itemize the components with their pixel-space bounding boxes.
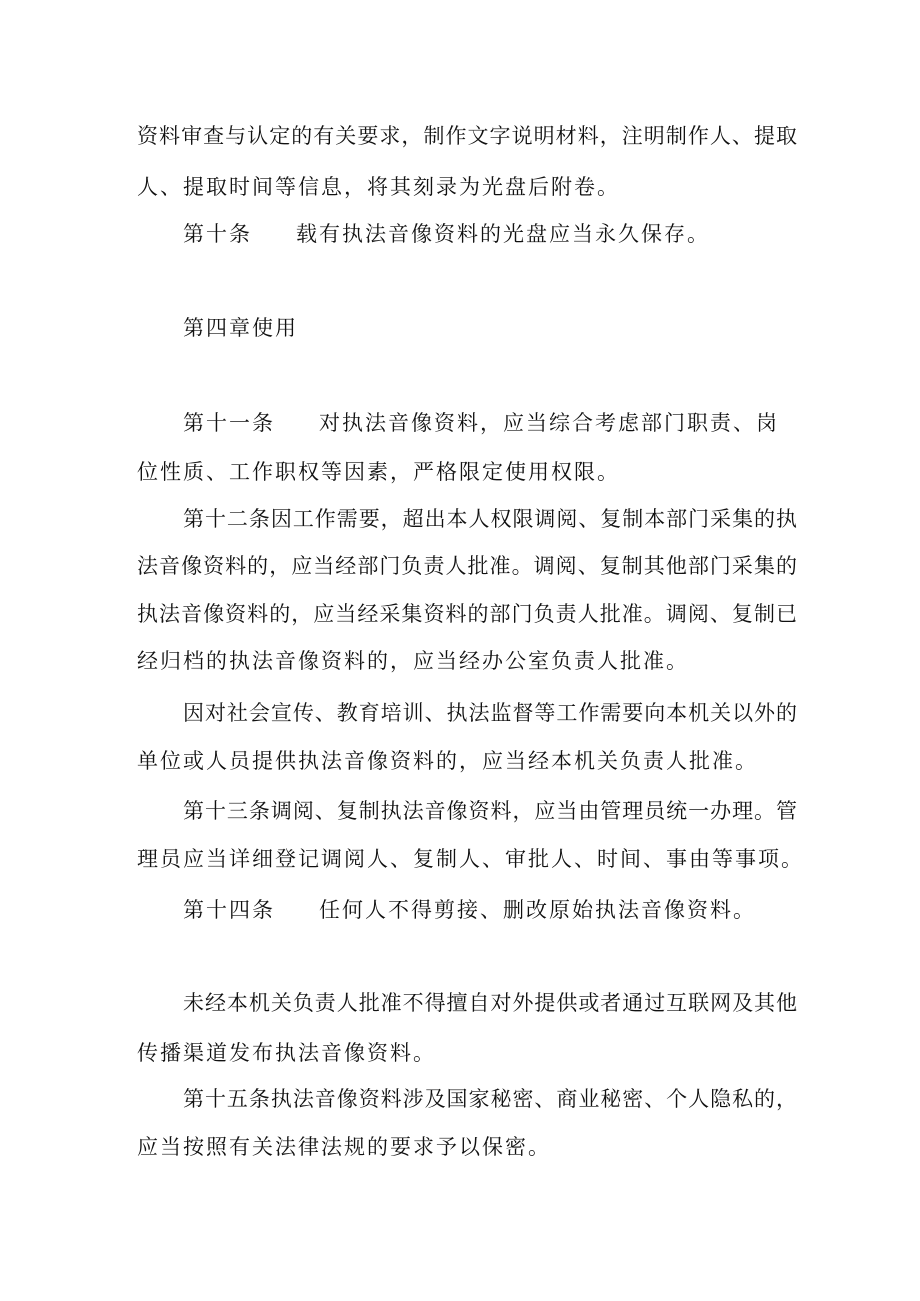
paragraph-line: 应当按照有关法律法规的要求予以保密。 — [137, 1135, 551, 1159]
paragraph-line: 因对社会宣传、教育培训、执法监督等工作需要向本机关以外的 — [183, 701, 797, 725]
article-14-line — [183, 895, 797, 925]
paragraph-line: 第十二条因工作需要，超出本人权限调阅、复制本部门采集的执 — [183, 507, 797, 531]
paragraph-line: 理员应当详细登记调阅人、复制人、审批人、时间、事由等事项。 — [137, 847, 804, 871]
article-number: 第十条 — [183, 222, 252, 246]
paragraph-line: 执法音像资料的，应当经采集资料的部门负责人批准。调阅、复制已 — [137, 602, 797, 626]
paragraph-line: 经归档的执法音像资料的，应当经办公室负责人批准。 — [137, 649, 689, 673]
paragraph-line: 位性质、工作职权等因素，严格限定使用权限。 — [137, 460, 620, 484]
paragraph-line: 法音像资料的，应当经部门负责人批准。调阅、复制其他部门采集的 — [137, 554, 797, 578]
article-text: 对执法音像资料，应当综合考虑部门职责、岗 — [319, 411, 779, 435]
article-11-line — [183, 408, 797, 438]
chapter-heading: 第四章使用 — [183, 316, 298, 340]
paragraph-line: 资料审查与认定的有关要求，制作文字说明材料，注明制作人、提取 — [137, 124, 797, 148]
article-text: 任何人不得剪接、删改原始执法音像资料。 — [319, 898, 756, 922]
article-10-line — [183, 219, 797, 249]
paragraph-line: 未经本机关负责人批准不得擅自对外提供或者通过互联网及其他 — [183, 991, 797, 1015]
article-text: 载有执法音像资料的光盘应当永久保存。 — [296, 222, 710, 246]
paragraph-line: 第十五条执法音像资料涉及国家秘密、商业秘密、个人隐私的， — [183, 1087, 797, 1111]
paragraph-line: 传播渠道发布执法音像资料。 — [137, 1041, 436, 1065]
article-number: 第十一条 — [183, 411, 275, 435]
paragraph-line: 第十三条调阅、复制执法音像资料，应当由管理员统一办理。管 — [183, 799, 797, 823]
paragraph-line: 人、提取时间等信息，将其刻录为光盘后附卷。 — [137, 175, 620, 199]
article-number: 第十四条 — [183, 898, 275, 922]
paragraph-line: 单位或人员提供执法音像资料的，应当经本机关负责人批准。 — [137, 749, 758, 773]
